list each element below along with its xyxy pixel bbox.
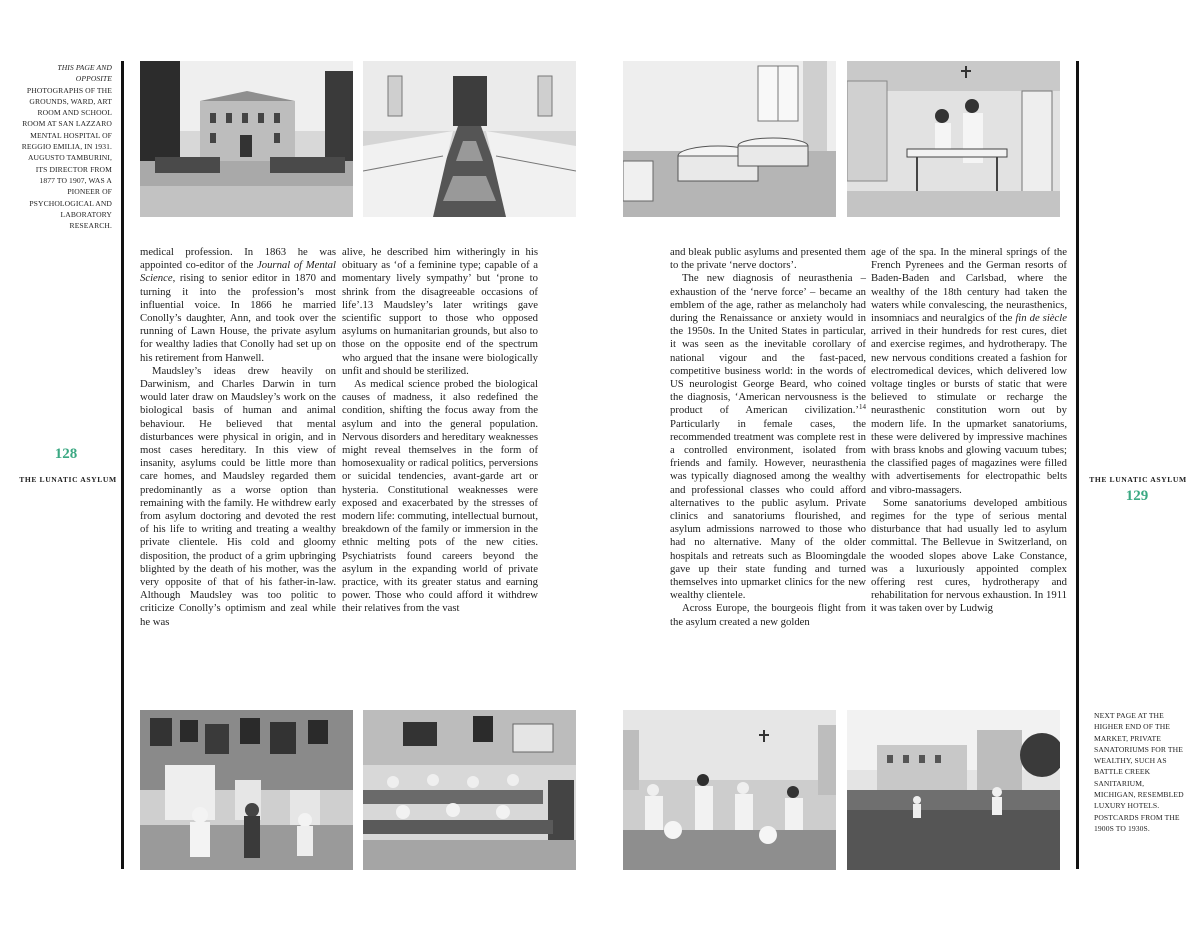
left-margin-rule [121,61,124,869]
right-margin-rule [1076,61,1079,869]
caption-text: PHOTOGRAPHS OF THE GROUNDS, WARD, ART ROOM AND SCHOOL ROOM AT SAN LAZZARO MENTAL HOSPITAL OF REGGIO EMILIA, IN 1931. AUGUSTO TAMBURINI, ITS DIRECTOR FROM 1877 TO 1907, WAS A PIONEER OF PSYCHOLOGICAL AND LABORATORY RESEARCH. [21,85,112,231]
right-text-column-2 [871,246,1067,616]
paragraph: medical profession. In 1863 he was appointed co-editor of the Journal of Mental Science, rising to senior editor in 1870 and turning it into the profession’s most influential voice. In 1866 he married Conolly’s daughter, Ann, and took over the running of Lawn House, the private asylum for wealthy ladies that Conolly had set up on his retirement from Hanwell. [140,246,336,364]
paragraph: Some sanatoriums developed ambitious regimes for the type of serious mental disturbance that had usually led to asylum committal. The Bellevue in Switzerland, on the wooded slopes above Lake Constance, was a luxuriously appointed complex offering rest cures, hydrotherapy and rehabilitation for nervous exhaustion. In 1911 it was taken over by Ludwig [871,496,1067,615]
paragraph: As medical science probed the biological causes of madness, it also redefined the condition, shifting the focus away from the asylum and into the general population. Nervous disorders and hereditary weaknesses might reveal themselves in the form of homosexuality or radical politics, perversions or suicidal tendencies, avant-garde art or hysteria. Constitutional weaknesses were exposed and exacerbated by the stresses of modern life: commuting, intellectual burnout, breakdown of the family or immersion in the ethnic melting pots of the new cities. Psychiatrists found careers beyond the asylum in the expanding world of private practice, with its greater status and earning power. Those who could afford it withdrew their relatives from the vast [342,378,538,615]
ward-photo [363,61,576,217]
bathroom-photo [623,61,836,217]
paragraph: Across Europe, the bourgeois flight from the asylum created a new golden [670,602,866,628]
left-running-head: THE LUNATIC ASYLUM [19,475,117,484]
art-room-photo [140,710,353,870]
paragraph: alive, he described him witheringly in his obituary as ‘of a feminine type; capable of a momentary lively sympathy’ but ‘prone to shrink from the disagreeable occasions of life’.13 Maudsley’s later writings gave scientific support to those who opposed asylums on humanitarian grounds, but also to those on the opposite end of the spectrum who argued that the insane were biologically unfit and should be sterilized. [342,246,538,377]
right-running-head: THE LUNATIC ASYLUM [1089,475,1187,484]
right-photo-caption [1094,710,1184,834]
right-text-column-1 [670,246,866,629]
left-text-column-1 [140,246,336,629]
left-text-column-2 [342,246,538,616]
paragraph: age of the spa. In the mineral springs of the French Pyrenees and the German resorts of Baden-Baden and Carlsbad, where the wealthy of the 18th century had taken the waters while convalescing, the neurasthenics, insomniacs and neuralgics of the fin de siècle arrived in their hundreds for rest cures, diet and exercise regimes, and hydrotherapy. The new nervous conditions created a fashion for electromedical devices, which delivered low voltage tingles or bursts of static that were believed to stimulate or recharge the neurasthenic constitution worn out by modern life. In the upmarket sanatoriums, these were delivered by impressive machines with brass knobs and glowing vacuum tubes; the classified pages of magazines were filled with advertisements for electropathic belts and vibro-massagers. [871,246,1067,496]
paragraph: The new diagnosis of neurasthenia – exhaustion of the ‘nerve force’ – became an emblem of the age, rather as melancholy had during the Renaissance or anxiety would in the 1950s. In the United States in particular, it was seen as the inevitable corollary of national vigour and the fast-paced, competitive business world: in the words of US neurologist George Beard, who coined the diagnosis, ‘American nervousness is the product of American civilization.’$^{14}$ Particularly in female cases, the recommended treatment was complete rest in a controlled environment, isolated from friends and family. However, neurasthenia was typically diagnosed among the wealthy and professional classes who could afford alternatives to the public asylum. Private clinics and sanatoriums flourished, and asylum admissions narrowed to those who had no alternative. Many of the older hospitals and retreats such as Bloomingdale gave up their state funding and turned themselves into upmarket clinics for the new wealthy clientele. [670,272,866,602]
school-room-photo [363,710,576,870]
caption-text: NEXT PAGE AT THE HIGHER END OF THE MARKET, PRIVATE SANATORIUMS FOR THE WEALTHY, SUCH AS BATTLE CREEK SANITARIUM, MICHIGAN, RESEMBLED LUXURY HOTELS. POSTCARDS FROM THE 1900S TO 1930S. [1094,711,1184,833]
right-page-number: 129 [1125,488,1149,504]
paragraph: and bleak public asylums and presented them to the private ‘nerve doctors’. [670,246,866,272]
left-page-number: 128 [54,446,78,462]
sewing-room-photo [623,710,836,870]
paragraph: Maudsley’s ideas drew heavily on Darwinism, and Charles Darwin in turn would later draw on Maudsley’s work on the biological basis of human and animal behaviour. He believed that mental disturbances were physical in origin, and in most cases hereditary. In this view of insanity, asylums could be little more than care homes, and Maudsley regarded them predominantly as a worse option than remaining with the family. He withdrew early from asylum doctoring and devoted the rest of his life to writing and treating a wealthy private clientele. His cold and gloomy disposition, the product of a grim upbringing blighted by the death of his mother, was the very opposite of that of his father-in-law. Although Maudsley was too politic to criticize Conolly’s optimism and zeal while he was [140,364,336,628]
treatment-room-photo [847,61,1060,217]
caption-lead: THIS PAGE AND OPPOSITE [57,63,112,84]
garden-photo [847,710,1060,870]
left-photo-caption [20,62,112,231]
hospital-grounds-photo [140,61,353,217]
